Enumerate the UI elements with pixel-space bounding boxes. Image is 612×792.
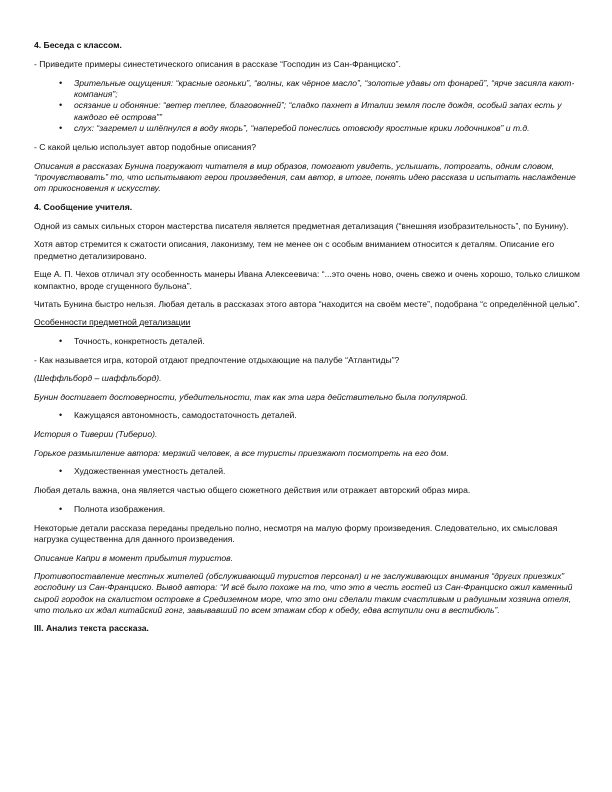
answer-game: (Шеффльборд – шаффльборд).	[34, 373, 162, 384]
question-purpose: - С какой целью использует автор подобные описания?	[34, 142, 257, 153]
list-item: • слух: “загремел и шлёпнулся в воду якорь”, “наперебой понеслись отовсюду яростные крики лодочников” и т.д.	[74, 123, 586, 134]
section-heading-teacher: 4. Сообщение учителя.	[34, 201, 133, 212]
list-item: • Точность, конкретность деталей.	[74, 336, 586, 347]
section-heading-class-talk: 4. Беседа с классом.	[34, 40, 122, 50]
italic-note: История о Тиверии (Тиберио).	[34, 429, 158, 440]
paragraph: Хотя автор стремится к сжатости описания, лаконизму, тем не менее он с особым вниманием относится к деталям. Описание его предметно детализировано.	[34, 239, 555, 261]
synesthesia-list	[34, 78, 586, 135]
feature-list	[34, 466, 586, 477]
list-item: • Полнота изображения.	[74, 504, 586, 515]
answer-purpose: Описания в рассказах Бунина погружают читателя в мир образов, помогают увидеть, услышать, потрогать, одним словом, “прочувствовать” то, что испытывают герои произведения, сам автор, в итоге, понять идею рассказа и испытать наслаждение от прикосновения к искусству.	[34, 160, 576, 194]
section-heading-analysis: III. Анализ текста рассказа.	[34, 623, 149, 634]
italic-note: Противопоставление местных жителей (обслуживающий туристов персонал) и не заслуживающих внимания “других приезжих” господину из Сан-Франциско. Вывод автора: “И всё было похоже на то, что это в честь гостей из Сан-Франциско ожил каменный сырой городок на скалистом островке в Средиземном море, что это они сделали таким счастливым и радушным хозяина отеля, что только их ждал китайский гонг, завывавший по всем этажам сбор к обеду, едва вступили они в вестибюль”.	[34, 571, 573, 616]
paragraph: Еще А. П. Чехов отличал эту особенность манеры Ивана Алексеевича: “...это очень ново, очень свежо и очень хорошо, только слишком компактно, вроде сгущенного бульона”.	[34, 269, 580, 291]
feature-list	[34, 336, 586, 347]
italic-note: Описание Капри в момент прибытия туристов.	[34, 552, 234, 563]
italic-note: Горькое размышление автора: мерзкий человек, а все туристы приезжают посмотреть на его дом.	[34, 447, 449, 458]
answer-game-note: Бунин достигает достоверности, убедительности, так как эта игра действительно была популярной.	[34, 391, 468, 402]
paragraph: Любая деталь важна, она является частью общего сюжетного действия или отражает авторский образ мира.	[34, 485, 471, 496]
question-game: - Как называется игра, которой отдают предпочтение отдыхающие на палубе “Атлантиды”?	[34, 354, 400, 365]
feature-list	[34, 504, 586, 515]
paragraph: Некоторые детали рассказа переданы предельно полно, несмотря на малую форму произведения. Следовательно, их смысловая нагрузка существенна для данного произведения.	[34, 522, 558, 545]
paragraph: Читать Бунина быстро нельзя. Любая деталь в рассказах этого автора “находится на своём месте”, подобрана “с определённой целью”.	[34, 298, 580, 309]
list-item: • Художественная уместность деталей.	[74, 466, 586, 477]
question-synesthesia: - Приведите примеры синестетического описания в рассказе “Господин из Сан-Франциско”.	[34, 59, 401, 70]
features-title: Особенности предметной детализации	[34, 317, 191, 328]
list-item: • Зрительные ощущения: “красные огоньки”, “волны, как чёрное масло”, “золотые удавы от фонарей”, “ярче засияла кают-компания”;	[74, 78, 586, 101]
list-item: • осязание и обоняние: “ветер теплее, благовонней”; “сладко пахнет в Италии земля после дождя, особый запах есть у каждого её острова””	[74, 100, 586, 123]
paragraph: Одной из самых сильных сторон мастерства писателя является предметная детализация (“внешняя изобразительность”, по Бунину).	[34, 221, 569, 232]
list-item: • Кажущаяся автономность, самодостаточность деталей.	[74, 410, 586, 421]
feature-list	[34, 410, 586, 421]
